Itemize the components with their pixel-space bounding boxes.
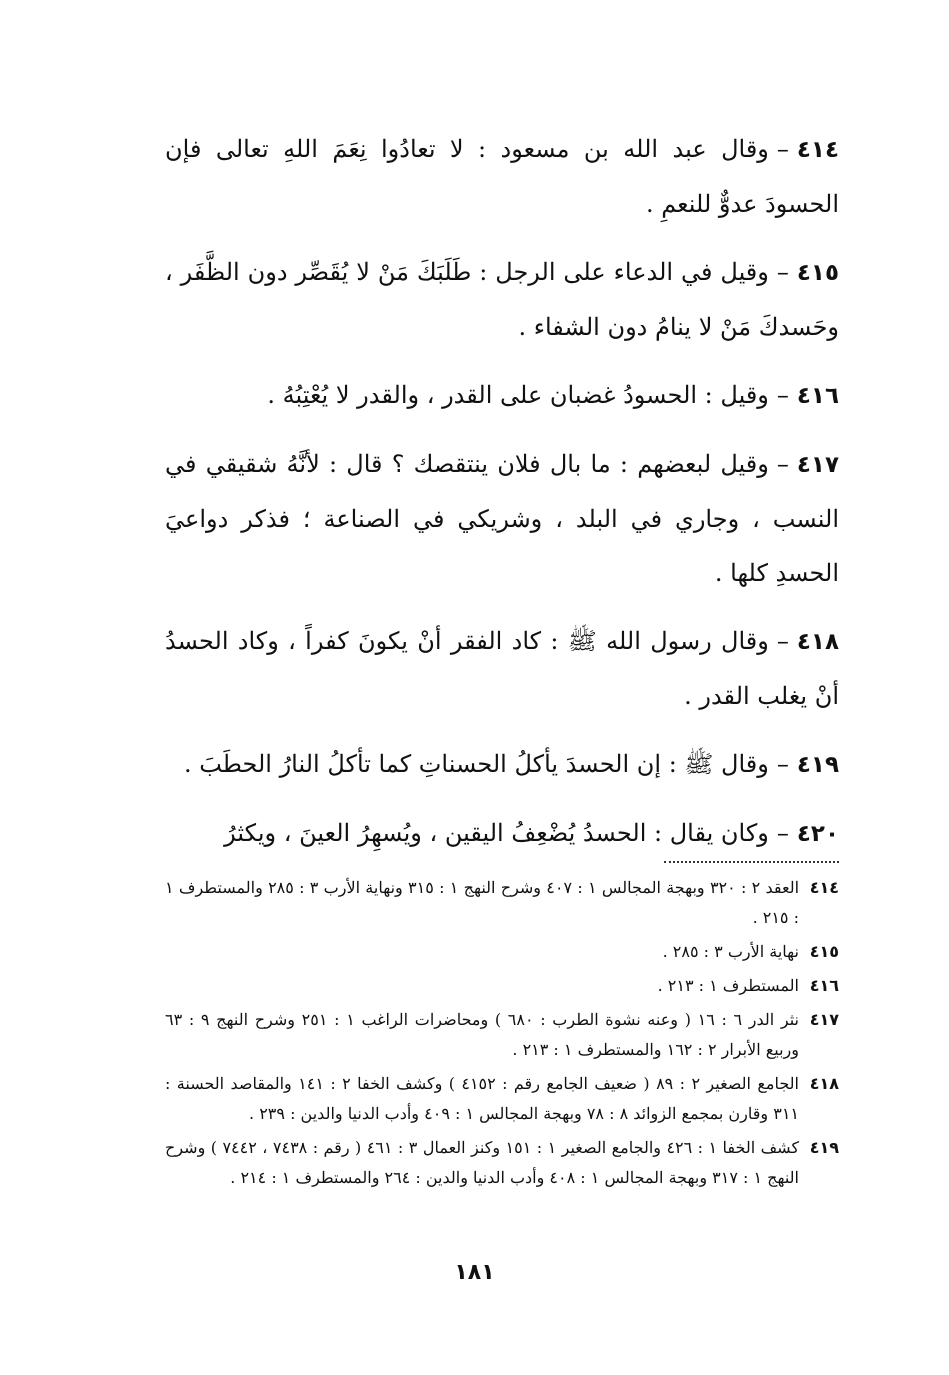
entry-417 [165, 437, 839, 600]
footnote-text: الجامع الصغير ٢ : ٨٩ ( ضعيف الجامع رقم : ٤١٥٢ ) وكشف الخفا ٢ : ١٤١ والمقاصد الحسنة : ٣١١ وقارن بمجمع الزوائد ٨ : ٧٨ وبهجة المجالس ١ : ٤٠٩ وأدب الدنيا والدين : ٢٣٩ . [165, 1074, 800, 1123]
footnote-number: ٤١٦ [809, 976, 839, 995]
footnote-number: ٤١٨ [809, 1074, 839, 1093]
page-number: ١٨١ [454, 1260, 495, 1285]
entry-number: ٤١٤ [796, 137, 839, 163]
footnote-separator [664, 861, 839, 863]
footnote-text: كشف الخفا ١ : ٤٢٦ والجامع الصغير ١ : ١٥١ وكنز العمال ٣ : ٤٦١ ( رقم : ٧٤٣٨ ، ٧٤٤٢ ) وشرح النهج ١ : ٣١٧ وبهجة المجالس ١ : ٤٠٨ وأدب الدنيا والدين : ٢٦٤ والمستطرف ١ : ٢١٤ . [165, 1138, 800, 1187]
entry-dash: – [776, 258, 789, 286]
entry-number: ٤١٩ [796, 752, 839, 778]
entry-text: وقيل لبعضهم : ما بال فلان ينتقصك ؟ قال : لأنَّهُ شقيقي في النسب ، وجاري في البلد ، وشريكي في الصناعة ؛ فذكر دواعيَ الحسدِ كلها . [165, 450, 839, 587]
footnote-number: ٤١٩ [809, 1138, 839, 1157]
footnote-419 [165, 1133, 839, 1193]
entry-dash: – [776, 135, 789, 163]
entry-text: وقيل : الحسودُ غضبان على القدر ، والقدر لا يُعْتِبُهُ . [267, 381, 769, 409]
footnote-number: ٤١٥ [809, 942, 839, 961]
entry-420 [165, 806, 839, 861]
entry-dash: – [776, 450, 789, 478]
footnote-416 [165, 971, 839, 1001]
entry-dash: – [776, 750, 789, 778]
entry-number: ٤٢٠ [796, 821, 839, 847]
entry-dash: – [776, 819, 789, 847]
footnote-414 [165, 873, 839, 933]
entry-dash: – [776, 381, 789, 409]
entry-number: ٤١٥ [796, 260, 839, 286]
entry-text: وقال عبد الله بن مسعود : لا تعادُوا نِعَمَ اللهِ تعالى فإن الحسودَ عدوٌّ للنعمِ . [165, 135, 839, 218]
entry-number: ٤١٨ [796, 629, 839, 655]
footnote-418 [165, 1069, 839, 1129]
footnote-417 [165, 1005, 839, 1065]
footnote-text: العقد ٢ : ٣٢٠ وبهجة المجالس ١ : ٤٠٧ وشرح النهج ١ : ٣١٥ ونهاية الأرب ٣ : ٢٨٥ والمستطرف ١ : ٢١٥ . [165, 878, 800, 927]
footnote-415 [165, 937, 839, 967]
entry-414 [165, 122, 839, 231]
entry-418 [165, 614, 839, 723]
entry-text: وقال ﷺ : إن الحسدَ يأكلُ الحسناتِ كما تأكلُ النارُ الحطَبَ . [183, 750, 769, 778]
entry-416 [165, 368, 839, 423]
footnote-text: نهاية الأرب ٣ : ٢٨٥ . [662, 942, 799, 961]
footnote-text: نثر الدر ٦ : ١٦ ( وعنه نشوة الطرب : ٦٨٠ ) ومحاضرات الراغب ١ : ٢٥١ وشرح النهج ٩ : ٦٣ وربيع الأبرار ٢ : ١٦٢ والمستطرف ١ : ٢١٣ . [165, 1010, 800, 1059]
entry-text: وقيل في الدعاء على الرجل : طَلَبَكَ مَنْ لا يُقَصِّر دون الظَّفَر ، وحَسدكَ مَنْ لا ينامُ دون الشفاء . [165, 258, 839, 341]
footnote-number: ٤١٤ [809, 878, 839, 897]
entry-text: وقال رسول الله ﷺ : كاد الفقر أنْ يكونَ كفراً ، وكاد الحسدُ أنْ يغلب القدر . [165, 627, 839, 710]
page-body [165, 122, 839, 1197]
entry-419 [165, 737, 839, 792]
footnote-text: المستطرف ١ : ٢١٣ . [657, 976, 799, 995]
entry-number: ٤١٦ [796, 383, 839, 409]
entry-number: ٤١٧ [796, 452, 839, 478]
entry-text: وكان يقال : الحسدُ يُضْعِفُ اليقين ، ويُسهِرُ العينَ ، ويكثرُ [224, 819, 769, 847]
entry-415 [165, 245, 839, 354]
footnote-number: ٤١٧ [809, 1010, 839, 1029]
entry-dash: – [776, 627, 789, 655]
